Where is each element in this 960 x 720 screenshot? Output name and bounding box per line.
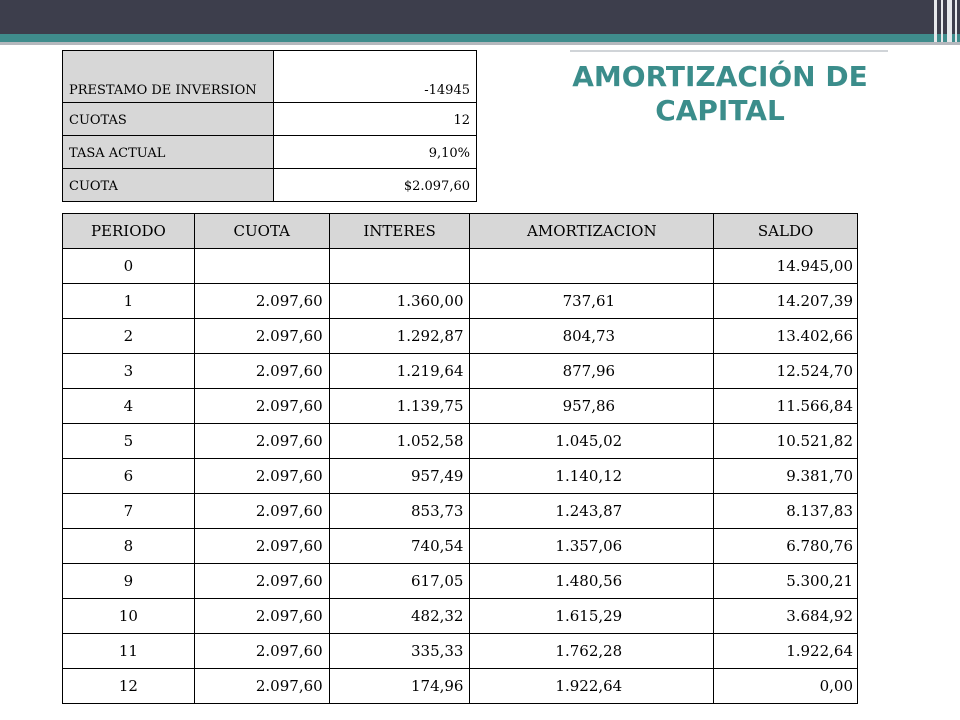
table-cell: 2.097,60 [194, 529, 329, 564]
table-cell: 6 [63, 459, 195, 494]
table-cell: 14.207,39 [714, 284, 858, 319]
table-cell: 12.524,70 [714, 354, 858, 389]
table-cell: 1.360,00 [329, 284, 470, 319]
summary-label: PRESTAMO DE INVERSION [63, 51, 274, 103]
table-cell: 11 [63, 634, 195, 669]
table-cell: 853,73 [329, 494, 470, 529]
table-cell: 1.922,64 [470, 669, 714, 704]
table-cell: 2.097,60 [194, 634, 329, 669]
table-cell: 2.097,60 [194, 459, 329, 494]
table-cell: 1.292,87 [329, 319, 470, 354]
table-cell: 1.045,02 [470, 424, 714, 459]
table-cell [470, 249, 714, 284]
table-cell: 3.684,92 [714, 599, 858, 634]
summary-label: CUOTAS [63, 103, 274, 136]
accent-stripe [0, 34, 960, 42]
table-cell: 1.219,64 [329, 354, 470, 389]
table-row [63, 354, 858, 389]
summary-row [63, 103, 477, 136]
table-row [63, 319, 858, 354]
table-cell: 2.097,60 [194, 494, 329, 529]
table-cell: 9 [63, 564, 195, 599]
table-row [63, 494, 858, 529]
table-cell: 2.097,60 [194, 564, 329, 599]
table-cell: 6.780,76 [714, 529, 858, 564]
table-cell [194, 249, 329, 284]
table-row [63, 599, 858, 634]
table-cell: 1.615,29 [470, 599, 714, 634]
corner-decoration [930, 0, 960, 42]
summary-row [63, 169, 477, 202]
table-cell: 8 [63, 529, 195, 564]
table-cell: 0,00 [714, 669, 858, 704]
summary-row [63, 136, 477, 169]
table-cell: 2.097,60 [194, 284, 329, 319]
table-cell: 7 [63, 494, 195, 529]
summary-row [63, 51, 477, 103]
table-cell: 335,33 [329, 634, 470, 669]
table-row [63, 529, 858, 564]
table-cell: 1.357,06 [470, 529, 714, 564]
table-cell: 5 [63, 424, 195, 459]
table-cell: 8.137,83 [714, 494, 858, 529]
table-cell: 957,49 [329, 459, 470, 494]
table-cell: 1 [63, 284, 195, 319]
table-cell: 2.097,60 [194, 424, 329, 459]
table-cell: 174,96 [329, 669, 470, 704]
table-cell: 1.052,58 [329, 424, 470, 459]
summary-label: CUOTA [63, 169, 274, 202]
table-cell: 617,05 [329, 564, 470, 599]
amortization-table [62, 213, 858, 704]
table-cell: 13.402,66 [714, 319, 858, 354]
table-cell: 2.097,60 [194, 319, 329, 354]
table-cell: 1.922,64 [714, 634, 858, 669]
table-cell: 5.300,21 [714, 564, 858, 599]
table-cell: 3 [63, 354, 195, 389]
table-cell [329, 249, 470, 284]
table-row [63, 424, 858, 459]
table-cell: 2.097,60 [194, 599, 329, 634]
table-cell: 1.140,12 [470, 459, 714, 494]
table-row [63, 284, 858, 319]
column-header: SALDO [714, 214, 858, 249]
column-header: INTERES [329, 214, 470, 249]
table-cell: 12 [63, 669, 195, 704]
table-row [63, 634, 858, 669]
table-cell: 9.381,70 [714, 459, 858, 494]
table-cell: 4 [63, 389, 195, 424]
summary-value: $2.097,60 [274, 169, 477, 202]
table-cell: 740,54 [329, 529, 470, 564]
table-cell: 10.521,82 [714, 424, 858, 459]
table-cell: 2.097,60 [194, 669, 329, 704]
table-row [63, 564, 858, 599]
top-banner-bar [0, 0, 960, 34]
summary-label: TASA ACTUAL [63, 136, 274, 169]
table-cell: 482,32 [329, 599, 470, 634]
column-header: CUOTA [194, 214, 329, 249]
table-cell: 1.243,87 [470, 494, 714, 529]
table-row [63, 249, 858, 284]
table-cell: 10 [63, 599, 195, 634]
loan-summary-table [62, 50, 477, 202]
page-title: AMORTIZACIÓN DE CAPITAL [572, 60, 868, 127]
column-header: PERIODO [63, 214, 195, 249]
table-cell: 1.480,56 [470, 564, 714, 599]
table-cell: 737,61 [470, 284, 714, 319]
summary-value: 9,10% [274, 136, 477, 169]
table-cell: 804,73 [470, 319, 714, 354]
table-row [63, 459, 858, 494]
summary-value: -14945 [274, 51, 477, 103]
table-cell: 2.097,60 [194, 354, 329, 389]
table-cell: 2.097,60 [194, 389, 329, 424]
column-header: AMORTIZACION [470, 214, 714, 249]
table-cell: 1.139,75 [329, 389, 470, 424]
table-cell: 0 [63, 249, 195, 284]
table-cell: 1.762,28 [470, 634, 714, 669]
table-row [63, 669, 858, 704]
table-cell: 11.566,84 [714, 389, 858, 424]
title-rule [570, 50, 888, 52]
table-cell: 14.945,00 [714, 249, 858, 284]
table-row [63, 389, 858, 424]
table-header-row [63, 214, 858, 249]
table-cell: 957,86 [470, 389, 714, 424]
table-cell: 2 [63, 319, 195, 354]
table-cell: 877,96 [470, 354, 714, 389]
summary-value: 12 [274, 103, 477, 136]
divider-stripe [0, 42, 960, 45]
